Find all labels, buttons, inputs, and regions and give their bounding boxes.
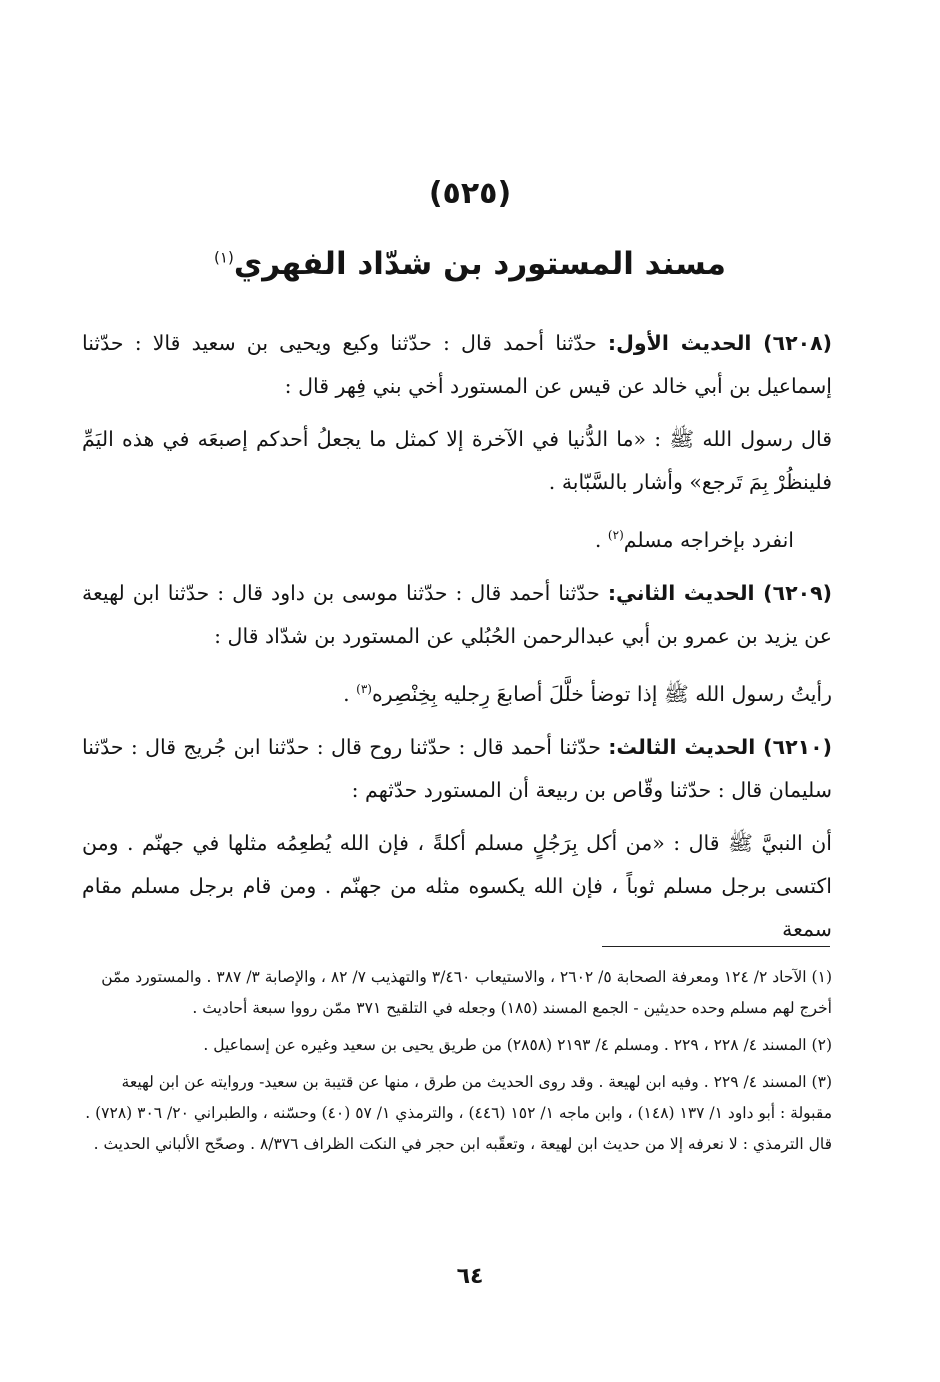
- footnote-separator: [602, 946, 830, 947]
- hadith-2-matn: [82, 668, 832, 716]
- hadith-2-isnad-text: حدّثنا أحمد قال : حدّثنا موسى بن داود قال : حدّثنا ابن لهيعة عن يزيد بن عمرو بن أبي عبدالرحمن الحُبُلي عن المستورد بن شدّاد قال :: [82, 580, 832, 648]
- main-text: [82, 322, 832, 951]
- chapter-title-text: مسند المستورد بن شدّاد الفهري: [233, 246, 726, 282]
- chapter-title-footnote-ref: (١): [214, 248, 234, 267]
- footnote-3-text: المسند ٤/ ٢٢٩ . وفيه ابن لهيعة . وقد روى الحديث من طرق ، منها عن قتيبة بن سعيد- وروايته عن ابن لهيعة مقبولة : أبو داود ١/ ١٣٧ (١٤٨) ، وابن ماجه ١/ ١٥٢ (٤٤٦) ، والترمذي ١/ ٥٧ (٤٠) وحسّنه ، والطبراني ٢٠/ ٣٠٦ (٧٢٨) . قال الترمذي : لا نعرفه إلا من حديث ابن لهيعة ، وتعقّبه ابن حجر في النكت الظراف ٨/٣٧٦ . وصحّح الألباني الحديث .: [85, 1073, 832, 1153]
- hadith-3-matn: أن النبيَّ ﷺ قال : «من أكل بِرَجُلٍ مسلم أكلةً ، فإن الله يُطعِمُه مثلها في جهنّم . ومن اكتسى برجل مسلم ثوباً ، فإن الله يكسوه مثله من جهنّم . ومن قام برجل مسلم مقام سمعة: [82, 830, 832, 941]
- hadith-1-note: [82, 514, 832, 562]
- hadith-3-label: (٦٢١٠) الحديث الثالث:: [608, 734, 832, 759]
- footnote-1-number: (١): [811, 968, 832, 986]
- footnote-2-text: المسند ٤/ ٢٢٨ ، ٢٢٩ . ومسلم ٤/ ٢١٩٣ (٢٨٥٨) من طريق يحيى بن سعيد وغيره عن إسماعيل .: [203, 1036, 807, 1054]
- hadith-3-isnad-text: حدّثنا أحمد قال : حدّثنا روح قال : حدّثنا ابن جُريج قال : حدّثنا سليمان قال : حدّثنا وقّاص بن ربيعة أن المستورد حدّثهم :: [82, 734, 832, 802]
- footnote-1-text: الآحاد ٢/ ١٢٤ ومعرفة الصحابة ٥/ ٢٦٠٢ ، والاستيعاب ٣/٤٦٠ والتهذيب ٧/ ٨٢ ، والإصابة ٣/ ٣٨٧ . والمستورد ممّن أخرج لهم مسلم وحده حديثين - الجمع المسند (١٨٥) وجعله في التلقيح ٣٧١ ممّن رووا سبعة أحاديث .: [101, 968, 832, 1017]
- hadith-1-label: (٦٢٠٨) الحديث الأول:: [607, 331, 832, 355]
- chapter-number: (٥٢٥): [428, 176, 512, 211]
- hadith-2-matn-end: .: [343, 681, 357, 706]
- hadith-2-isnad: [82, 572, 832, 658]
- hadith-1-note-end: .: [594, 527, 608, 552]
- page-number: ٦٤: [456, 1264, 484, 1289]
- hadith-3-isnad: [82, 726, 832, 812]
- footnote-2-number: (٢): [811, 1036, 832, 1054]
- footnotes: [82, 962, 832, 1166]
- footnote-3: [82, 1067, 832, 1160]
- footnote-3-number: (٣): [811, 1073, 832, 1091]
- footnote-1: [82, 962, 832, 1024]
- footnote-ref-3: (٣): [356, 681, 372, 696]
- footnote-2: [82, 1030, 832, 1061]
- chapter-title: [0, 246, 940, 282]
- hadith-1-note-text: انفرد بإخراجه مسلم: [623, 527, 794, 552]
- hadith-1-isnad-text: حدّثنا أحمد قال : حدّثنا وكيع ويحيى بن سعيد قالا : حدّثنا إسماعيل بن أبي خالد عن قيس عن المستورد أخي بني فِهر قال :: [82, 331, 832, 398]
- hadith-2-matn-text: رأيتُ رسول الله ﷺ إذا توضأ خلَّلَ أصابعَ رِجليه بِخِنْصِره: [371, 681, 832, 706]
- hadith-1-isnad: [82, 322, 832, 408]
- hadith-1-matn: قال رسول الله ﷺ : «ما الدُّنيا في الآخرة إلا كمثل ما يجعلُ أحدكم إصبعَه في هذه اليَمِّ فلينظُرْ بِمَ تَرجع» وأشار بالسَّبّابة .: [82, 427, 832, 494]
- footnote-ref-2: (٢): [607, 528, 624, 542]
- hadith-2-label: (٦٢٠٩) الحديث الثاني:: [607, 580, 832, 605]
